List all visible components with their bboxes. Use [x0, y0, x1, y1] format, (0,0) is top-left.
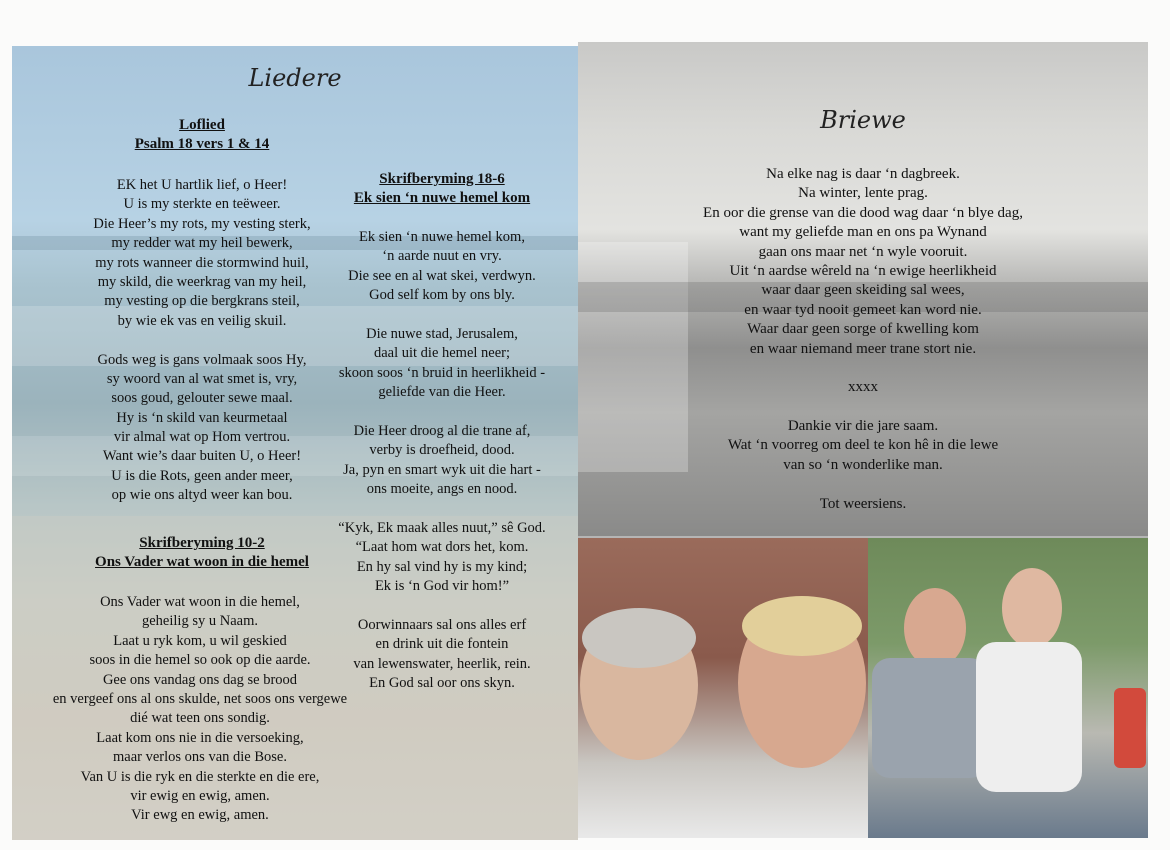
woman-white-top [976, 642, 1082, 792]
verse-line: Na elke nag is daar ‘n dagbreek. [766, 166, 960, 182]
heading-line: Ons Vader wat woon in die hemel [95, 554, 309, 570]
verse-line: vir almal wat op Hom vertrou. [113, 429, 291, 446]
verse-line: ‘n aarde nuut en vry. [382, 248, 502, 265]
verse-line: geheilig sy u Naam. [142, 613, 258, 630]
verse-line: Want wie’s daar buiten U, o Heer! [102, 448, 302, 465]
verse-line: vir ewig en ewig, amen. [130, 787, 270, 804]
man-hair [742, 596, 862, 656]
verse-line: Ek sien ‘n nuwe hemel kom, [359, 229, 525, 245]
verse-line: dié wat teen ons sondig. [130, 710, 270, 727]
verse-line: En oor die grense van die dood wag daar ‘n blye dag, [703, 204, 1023, 221]
verse-line: God self kom by ons bly. [369, 287, 515, 304]
page-title-liedere: Liedere [248, 64, 342, 92]
heading-line: Psalm 18 vers 1 & 14 [134, 136, 270, 152]
heading-line: Loflied [179, 117, 225, 133]
verse-line: en waar niemand meer trane stort nie. [749, 340, 977, 357]
right-page-briewe [578, 42, 1148, 838]
verse-line [312, 403, 572, 422]
verse-line: EK het U hartlik lief, o Heer! [116, 177, 288, 193]
verse-line: Waar daar geen sorge of kwelling kom [747, 321, 979, 338]
verse-line [618, 359, 1108, 378]
verse-line: maar verlos ons van die Bose. [113, 749, 287, 766]
verse-line: en vergeef ons al ons skulde, net soos ons vergewe [52, 690, 348, 707]
watering-can [1114, 688, 1146, 768]
verse-line: van lewenswater, heerlik, rein. [353, 655, 531, 672]
verse-line: my redder wat my heil bewerk, [111, 235, 293, 252]
verse-line [52, 331, 352, 350]
heading-line: Ek sien ‘n nuwe hemel kom [353, 190, 531, 206]
verse-line [618, 475, 1108, 494]
couple-photo-garden [868, 538, 1148, 838]
verse-line: Ja, pyn en smart wyk uit die hart - [343, 461, 541, 478]
verse-line: Dankie vir die jare saam. [787, 418, 939, 435]
verse-line: Die Heer’s my rots, my vesting sterk, [93, 215, 311, 232]
heading-line: Skrifberyming 10-2 [139, 535, 265, 551]
verse-line: waar daar geen skeiding sal wees, [761, 282, 965, 299]
verse-line: “Laat hom wat dors het, kom. [355, 539, 529, 556]
verse-line: Laat kom ons nie in die versoeking, [96, 729, 304, 746]
verse-line: my skild, die weerkrag van my heil, [97, 273, 307, 290]
verse-line [618, 398, 1108, 417]
verse-line: En hy sal vind hy is my kind; [356, 558, 528, 575]
verse-line: Vir ewg en ewig, amen. [131, 807, 269, 824]
verse-line: Gee ons vandag ons dag se brood [102, 671, 298, 688]
verse-line: my rots wanneer die stormwind huil, [95, 254, 309, 271]
verse-line: geliefde van die Heer. [378, 384, 506, 401]
verse-line: Ek is ‘n God vir hom!” [374, 578, 510, 595]
loflied-verse [52, 176, 352, 506]
verse-line: op wie ons altyd weer kan bou. [111, 487, 293, 504]
verse-line: sy woord van al wat smet is, vry, [106, 370, 298, 387]
verse-line: Oorwinnaars sal ons alles erf [357, 616, 527, 633]
verse-line: Gods weg is gans volmaak soos Hy, [97, 351, 307, 368]
woman-hair [582, 608, 696, 668]
verse-line: verby is droefheid, dood. [369, 442, 515, 459]
man-face [904, 588, 966, 668]
skrifberyming-18-6-heading [322, 170, 562, 208]
verse-line: Die nuwe stad, Jerusalem, [366, 325, 518, 342]
verse-line: “Kyk, Ek maak alles nuut,” sê God. [338, 519, 546, 536]
page-title-briewe: Briewe [820, 106, 906, 134]
heading-line: Skrifberyming 18-6 [379, 171, 505, 187]
verse-line: Na winter, lente prag. [798, 185, 928, 202]
verse-line: Ons Vader wat woon in die hemel, [100, 594, 300, 610]
verse-line: Laat u ryk kom, u wil geskied [113, 632, 287, 649]
verse-line: ons moeite, angs en nood. [366, 481, 518, 498]
man-checked-shirt [872, 658, 988, 778]
verse-line: Die see en al wat skei, verdwyn. [348, 267, 536, 284]
verse-line: Die Heer droog al die trane af, [353, 422, 531, 439]
farewell-letter [618, 165, 1108, 514]
verse-line: En God sal oor ons skyn. [369, 674, 515, 691]
verse-line: skoon soos ‘n bruid in heerlikheid - [338, 364, 546, 381]
verse-line: Tot weersiens. [819, 495, 907, 512]
skrifberyming-10-2-verse [12, 593, 388, 826]
verse-line: Van U is die ryk en die sterkte en die ere, [80, 768, 320, 785]
couple-photo-closeup [578, 538, 868, 838]
verse-line: by wie ek vas en veilig skuil. [117, 312, 287, 329]
loflied-heading [92, 116, 312, 154]
verse-line [312, 306, 572, 325]
verse-line: U is die Rots, geen ander meer, [111, 467, 293, 484]
verse-line [312, 499, 572, 518]
left-page-liedere [12, 46, 578, 840]
verse-line: soos in die hemel so ook op die aarde. [89, 652, 311, 669]
verse-line: gaan ons maar net ‘n wyle vooruit. [758, 243, 968, 260]
woman-face [1002, 568, 1062, 648]
verse-line: en drink uit die fontein [375, 636, 509, 653]
verse-line: my vesting op die bergkrans steil, [104, 293, 300, 310]
verse-line: daal uit die hemel neer; [373, 345, 511, 362]
verse-line: soos goud, gelouter sewe maal. [111, 390, 293, 407]
verse-line: Hy is ‘n skild van keurmetaal [116, 409, 288, 426]
skrifberyming-10-2-heading [52, 534, 352, 572]
verse-line: en waar tyd nooit gemeet kan word nie. [744, 301, 982, 318]
verse-line: Wat ‘n voorreg om deel te kon hê in die lewe [727, 437, 999, 454]
verse-line: van so ‘n wonderlike man. [783, 456, 943, 473]
verse-line: xxxx [848, 379, 878, 396]
verse-line: Uit ‘n aardse wêreld na ‘n ewige heerlikheid [729, 262, 997, 279]
verse-line: want my geliefde man en ons pa Wynand [739, 224, 987, 241]
verse-line: U is my sterkte en teëweer. [123, 196, 281, 213]
